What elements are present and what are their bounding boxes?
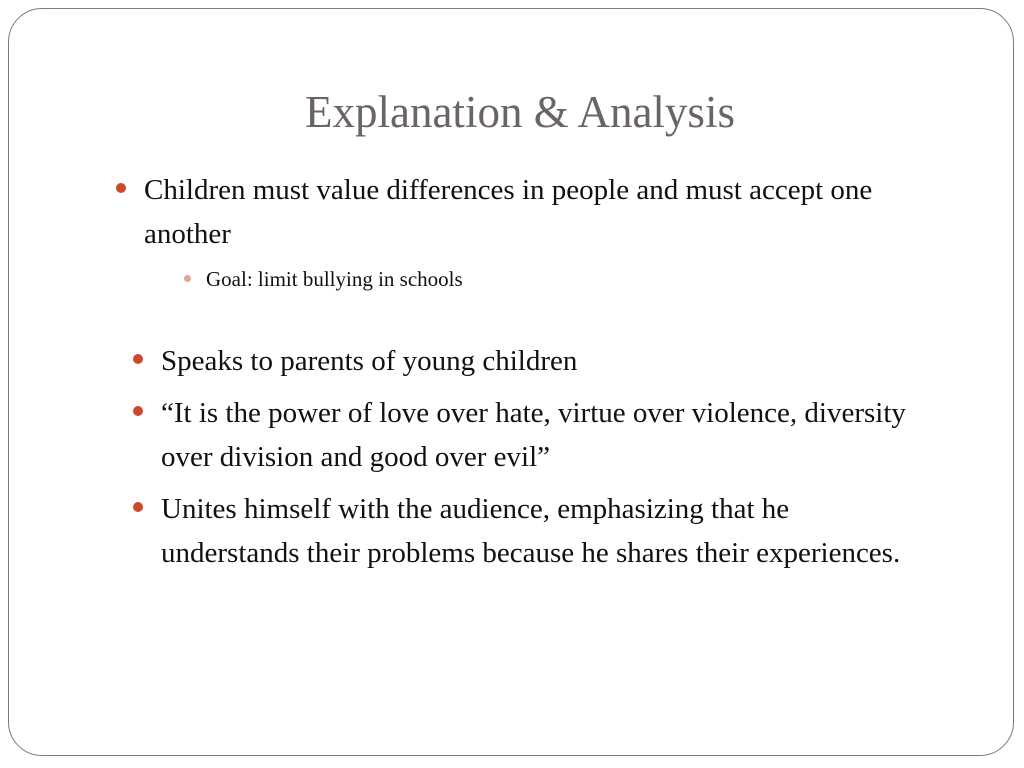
sub-bullet-item: [116, 266, 936, 292]
slide-title: Explanation & Analysis: [305, 87, 735, 137]
sub-bullet-dot-icon: [184, 275, 191, 282]
bullet-item: [133, 487, 913, 575]
bullet-dot-icon: [133, 354, 143, 364]
bullet-list-secondary: [133, 339, 913, 575]
bullet-dot-icon: [133, 502, 143, 512]
bullet-text: Unites himself with the audience, emphasizing that he understands their problems because he shares their experiences.: [161, 493, 901, 569]
bullet-item: [133, 339, 913, 383]
bullet-text: “It is the power of love over hate, virtue over violence, diversity over division and good over evil”: [161, 397, 906, 473]
bullet-dot-icon: [116, 183, 126, 193]
bullet-text: Children must value differences in people and must accept one another: [144, 174, 873, 250]
bullet-item: [133, 391, 913, 479]
bullet-dot-icon: [133, 406, 143, 416]
sub-bullet-text: Goal: limit bullying in schools: [206, 267, 463, 291]
bullet-text: Speaks to parents of young children: [161, 345, 578, 377]
bullet-list-primary: [116, 168, 936, 292]
bullet-item: [116, 168, 936, 256]
